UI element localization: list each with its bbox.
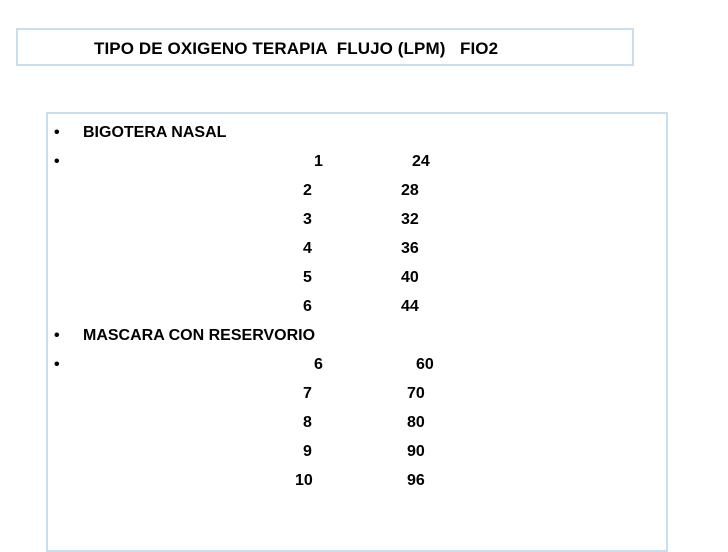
page-title: TIPO DE OXIGENO TERAPIA FLUJO (LPM) FIO2 xyxy=(94,39,499,58)
fio2-value: 32 xyxy=(401,211,419,228)
flujo-value: 4 xyxy=(303,240,312,257)
title-box xyxy=(16,28,634,66)
flujo-value: 6 xyxy=(314,356,323,373)
flujo-value: 1 xyxy=(314,153,323,170)
fio2-value: 70 xyxy=(407,385,425,402)
bullet-icon: • xyxy=(54,356,60,373)
flujo-value: 7 xyxy=(303,385,312,402)
bullet-icon: • xyxy=(54,124,60,141)
flujo-value: 5 xyxy=(303,269,312,286)
flujo-value: 2 xyxy=(303,182,312,199)
section-label-bigotera: BIGOTERA NASAL xyxy=(83,124,227,141)
fio2-value: 60 xyxy=(416,356,434,373)
section-label-mascara: MASCARA CON RESERVORIO xyxy=(83,327,316,344)
flujo-value: 8 xyxy=(303,414,312,431)
bullet-icon: • xyxy=(54,327,60,344)
fio2-value: 96 xyxy=(407,472,425,489)
fio2-value: 28 xyxy=(401,182,419,199)
flujo-value: 9 xyxy=(303,443,312,460)
fio2-value: 40 xyxy=(401,269,419,286)
bullet-icon: • xyxy=(54,153,60,170)
fio2-value: 44 xyxy=(401,298,419,315)
flujo-value: 6 xyxy=(303,298,312,315)
fio2-value: 90 xyxy=(407,443,425,460)
fio2-value: 80 xyxy=(407,414,425,431)
fio2-value: 36 xyxy=(401,240,419,257)
fio2-value: 24 xyxy=(412,153,430,170)
flujo-value: 3 xyxy=(303,211,312,228)
flujo-value: 10 xyxy=(295,472,313,489)
